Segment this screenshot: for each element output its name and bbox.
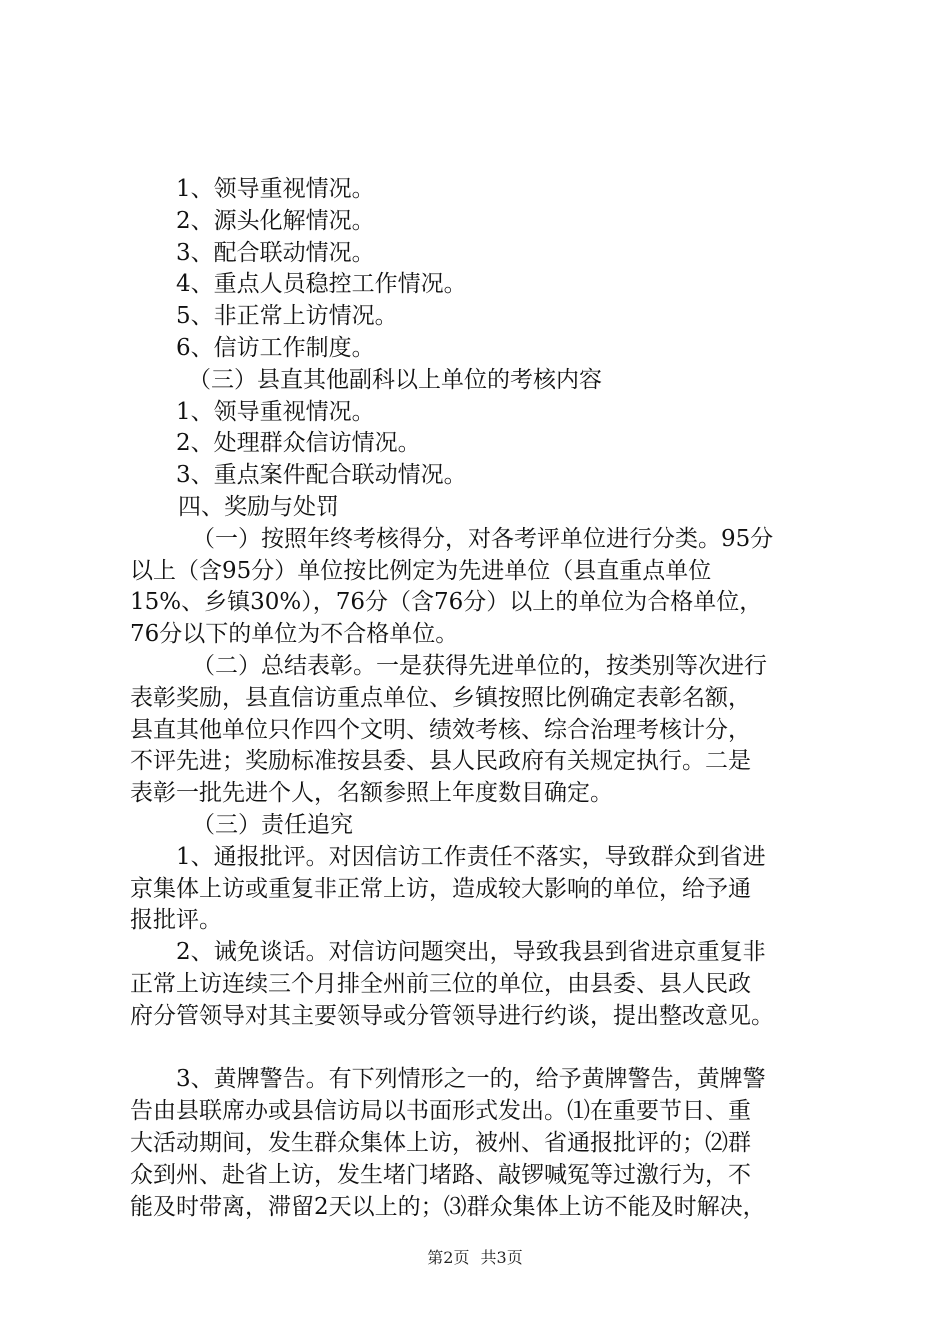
page-total: 共3页	[480, 1248, 523, 1267]
paragraph-line: 76分以下的单位为不合格单位。	[130, 621, 459, 648]
section-heading: （三）县直其他副科以上单位的考核内容	[188, 366, 602, 393]
list-item: 6、信访工作制度。	[176, 334, 375, 361]
list-item: 3、重点案件配合联动情况。	[176, 462, 467, 489]
paragraph-line: 不评先进；奖励标准按县委、县人民政府有关规定执行。二是	[130, 748, 751, 775]
paragraph-line: 1、通报批评。对因信访工作责任不落实，导致群众到省进	[176, 843, 766, 870]
list-item: 2、源头化解情况。	[176, 207, 375, 234]
paragraph-line: （一）按照年终考核得分，对各考评单位进行分类。95分	[192, 525, 774, 552]
paragraph-line: 县直其他单位只作四个文明、绩效考核、综合治理考核计分，	[130, 716, 751, 743]
body-text	[130, 174, 830, 1223]
paragraph-line: 表彰奖励，县直信访重点单位、乡镇按照比例确定表彰名额，	[130, 684, 751, 711]
paragraph-line: 15%、乡镇30%），76分（含76分）以上的单位为合格单位，	[130, 589, 763, 616]
section-heading: 四、奖励与处罚	[178, 493, 339, 520]
paragraph-line: 京集体上访或重复非正常上访，造成较大影响的单位，给予通	[130, 875, 751, 902]
list-item: 1、领导重视情况。	[176, 398, 375, 425]
paragraph-line: 能及时带离，滞留2天以上的；⑶群众集体上访不能及时解决，	[130, 1193, 766, 1220]
paragraph-line: 众到州、赴省上访，发生堵门堵路、敲锣喊冤等过激行为，不	[130, 1161, 751, 1188]
page-number: 第2页	[427, 1248, 470, 1267]
list-item: 2、处理群众信访情况。	[176, 430, 421, 457]
list-item: 4、重点人员稳控工作情况。	[176, 271, 467, 298]
section-heading: （三）责任追究	[192, 811, 353, 838]
paragraph-line: 告由县联席办或县信访局以书面形式发出。⑴在重要节日、重	[130, 1098, 751, 1125]
page-footer	[0, 1245, 950, 1268]
paragraph-line: 2、诫免谈话。对信访问题突出，导致我县到省进京重复非	[176, 939, 766, 966]
blank-line	[130, 1033, 830, 1065]
paragraph-line: 正常上访连续三个月排全州前三位的单位，由县委、县人民政	[130, 970, 751, 997]
paragraph-line: 大活动期间，发生群众集体上访，被州、省通报批评的；⑵群	[130, 1129, 751, 1156]
list-item: 5、非正常上访情况。	[176, 303, 398, 330]
list-item: 1、领导重视情况。	[176, 176, 375, 202]
list-item: 3、配合联动情况。	[176, 239, 375, 266]
paragraph-line: （二）总结表彰。一是获得先进单位的，按类别等次进行	[192, 652, 767, 679]
paragraph-line: 3、黄牌警告。有下列情形之一的，给予黄牌警告，黄牌警	[176, 1066, 766, 1093]
paragraph-line: 府分管领导对其主要领导或分管领导进行约谈，提出整改意见。	[130, 1002, 774, 1029]
paragraph-line: 报批评。	[130, 907, 222, 934]
paragraph-line: 以上（含95分）单位按比例定为先进单位（县直重点单位	[130, 557, 712, 584]
paragraph-line: 表彰一批先进个人，名额参照上年度数目确定。	[130, 780, 613, 807]
